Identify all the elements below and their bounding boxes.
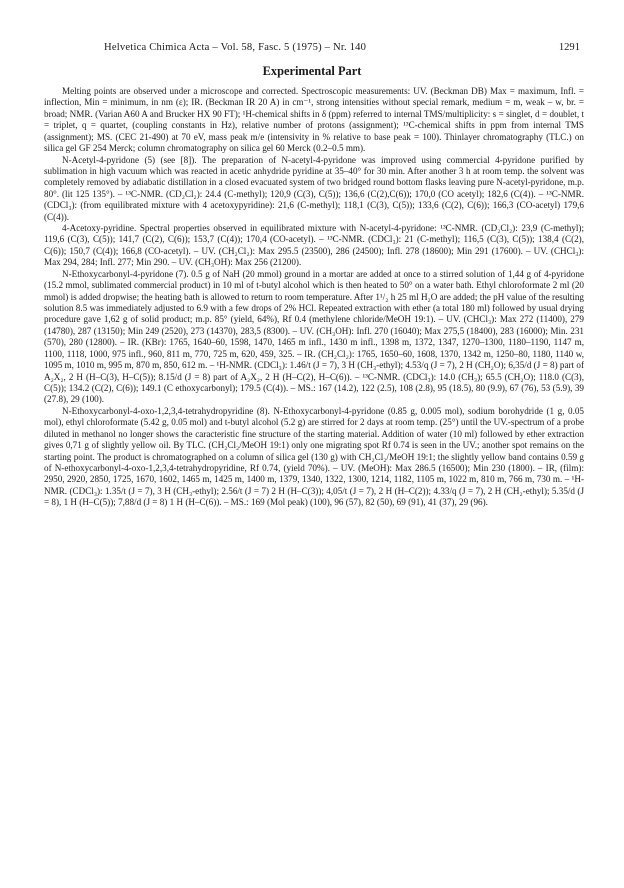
page-number: 1291 (558, 42, 580, 53)
running-header (44, 42, 580, 56)
section-title: Experimental Part (262, 64, 362, 78)
paragraph-n-ethoxycarbonyl-4-pyridone: N-Ethoxycarbonyl-4-pyridone (7). 0.5 g of NaH (20 mmol) ground in a mortar are added at once to a stirred solution of 1,44 g of 4-pyridone (15.2 mmol, sublimated commercial product) in 10 ml of t-butyl alcohol which is then heated to 50° on a water bath. Ethyl chloroformate 2 ml (20 mmol) is added dropwise; the heating bath is allowed to return to room temperature. After 1¹/₂ h 25 ml H₂O are added; the pH value of the resulting solution 8.5 was immediately adjusted to 6.9 with a few drops of 2% HCl. Repeated extraction with ether (a total 180 ml) followed by usual drying procedure gave 1,62 g of solid product; m.p. 85° (yield, 64%), Rf 0.4 (methylene chloride/MeOH 19:1). – UV. (CHCl₃): Max 272 (11400), 279 (14780), 287 (13150); Min 249 (2520), 273 (14370), 283,5 (8300). – UV. (CH₃OH): Infl. 270 (16040); Max 275,5 (18400), 283 (16000); Min. 231 (570), 280 (12800). – IR. (KBr): 1765, 1640–60, 1598, 1470, 1465 m infl., 1430 m infl., 1398 m, 1372, 1347, 1270–1300, 1180–1190, 1147 m, 1100, 1118, 1000, 975 infl., 960, 811 m, 770, 725 m, 620, 459, 325. – IR. (CH₂Cl₂): 1765, 1650–60, 1608, 1370, 1342 m, 1250–80, 1180, 1140 w, 1095 m, 1010 m, 995 m, 870 m, 850, 612 m. – ¹H-NMR. (CDCl₃): 1.46/t (J = 7), 3 H (CH₃-ethyl); 4.53/q (J = 7), 2 H (CH₂O); 6,35/d (J = 8) part of A₂X₂, 2 H (H–C(3), H–C(5)); 8.15/d (J = 8) part of A₂X₂, 2 H (H–C(2), H–C(6)). – ¹³C-NMR. (CDCl₃): 14.0 (CH₃); 65.5 (CH₂O); 118.0 (C(3), C(5)); 134.2 (C(2), C(6)); 149.1 (C ethoxycarbonyl); 179.5 (C(4)). – MS.: 167 (14.2), 122 (2.5), 108 (2.8), 95 (18.5), 80 (9.9), 67 (76), 53 (5.9), 39 (27.8), 29 (100). (44, 268, 584, 405)
paragraph-general-methods: Melting points are observed under a microscope and corrected. Spectroscopic measurements: UV. (Beckman DB) Max = maximum, Infl. = inflection, Min = minimum, in nm (ε); IR. (Beckman IR 20 A) in cm⁻¹, strong intensities without special remark, medium = m, weak – w, br. = broad; NMR. (Varian A60 A and Brucker HX 90 FT); ¹H-chemical shifts in δ (ppm) referred to internal TMS/multiplicity: s = singlet, d = doublet, t = triplet, q = quartet, (coupling constants in Hz), relative number of protons (assignment); ¹³C-chemical shifts in ppm from internal TMS (assignment); MS. (CEC 21-490) at 70 eV, mass peak m/e (intensivity in % relative to base peak = 100). Thinlayer chromatography (TLC.) on silica gel GF 254 Merck; column chromatography on silica gel 60 Merck (0.2–0.5 mm). (44, 86, 584, 154)
journal-running-title: Helvetica Chimica Acta – Vol. 58, Fasc. 5 (1975) – Nr. 140 (104, 42, 367, 53)
paragraph-tetrahydropyridine: N-Ethoxycarbonyl-4-oxo-1,2,3,4-tetrahydropyridine (8). N-Ethoxycarbonyl-4-pyridone (0.85 g, 0.005 mol), sodium borohydride (1 g, 0.05 mol), ethyl chloroformate (5.42 g, 0.05 mol) and t-butyl alcohol (5.2 g) are stirred for 2 days at room temp. (25°) until the UV.-spectrum of a probe diluted in methanol no longer shows the caracteristic fine structure of the starting material. Addition of water (10 ml) followed by ether extraction gives 0,71 g of slightly yellow oil. By TLC. (CH₂Cl₂/MeOH 19:1) only one migrating spot Rf 0.74 is seen in the UV.; another spot remains on the starting point. The product is chromatographed on a column of silica gel (130 g) with CH₂Cl₂/MeOH 19:1; the slightly yellow band contains 0.59 g of N-ethoxycarbonyl-4-oxo-1,2,3,4-tetrahydropyridine, Rf 0.74, (yield 70%). – UV. (MeOH): Max 286.5 (16500); Min 230 (1800). – IR, (film): 2950, 2920, 2850, 1725, 1670, 1602, 1465 m, 1425 m, 1400 m, 1379, 1340, 1322, 1300, 1214, 1182, 1105 m, 1022 m, 810 m, 766 m, 730 m. – ¹H-NMR. (CDCl₃): 1.35/t (J = 7), 3 H (CH₃-ethyl); 2.56/t (J = 7) 2 H (H–C(3)); 4,05/t (J = 7), 2 H (H–C(2)); 4.33/q (J = 7), 2 H (CH₂-ethyl); 5.35/d (J = 8), 1 H (H–C(5)); 7,88/d (J = 8) 1 H (H–C(6)). – MS.: 169 (Mol peak) (100), 96 (57), 82 (50), 69 (91), 41 (37), 29 (96). (44, 405, 584, 508)
paragraph-4-acetoxy-pyridine: 4-Acetoxy-pyridine. Spectral properties observed in equilibrated mixture with N-acetyl-4-pyridone: ¹³C-NMR. (CD₂Cl₂): 23,9 (C-methyl); 119,6 (C(3), C(5)); 141,7 (C(2), C(6)); 153,7 (C(4)); 170,4 (CO-acetyl). – ¹³C-NMR. (CDCl₃): 21 (C-methyl); 116,5 (C(3), C(5)); 138,4 (C(2), C(6)); 150,7 (C(4)); 166,8 (CO-acetyl). – UV. (CH₂Cl₂): Max 295.5 (23500), 286 (24500); Infl. 278 (18600); Min 291 (17600). – UV. (CHCl₃): Max 294, 284; Infl. 277; Min 290. – UV. (CH₃OH): Max 256 (21200). (44, 223, 584, 268)
paragraph-n-acetyl-4-pyridone: N-Acetyl-4-pyridone (5) (see [8]). The preparation of N-acetyl-4-pyridone was improved using commercial 4-pyridone purified by sublimation in high vacuum which was reacted in acetic anhydride pyridine at 35–40° for 30 min. After another 3 h at room temp. the solvent was completely removed by adiabatic distillation in a closed evacuated system of two bridged round bottom flasks leaving pure N-acetyl-pyridone, m.p. 80°. (lit 125 135°). – ¹³C-NMR. (CD₂Cl₂): 24.4 (C-methyl); 120,9 (C(3), C(5)); 136,6 (C(2),C(6)); 170,0 (CO acetyl); 182,6 (C(4)). – ¹³C-NMR. (CDCl₃): (from equilibrated mixture with 4 acetoxypyridine): 21,6 (C-methyl); 118,1 (C(3), C(5)); 133,6 (C(2), C(6)); 166,3 (CO-acetyl) 179,6 (C(4)). (44, 154, 584, 222)
body-text (44, 86, 584, 509)
